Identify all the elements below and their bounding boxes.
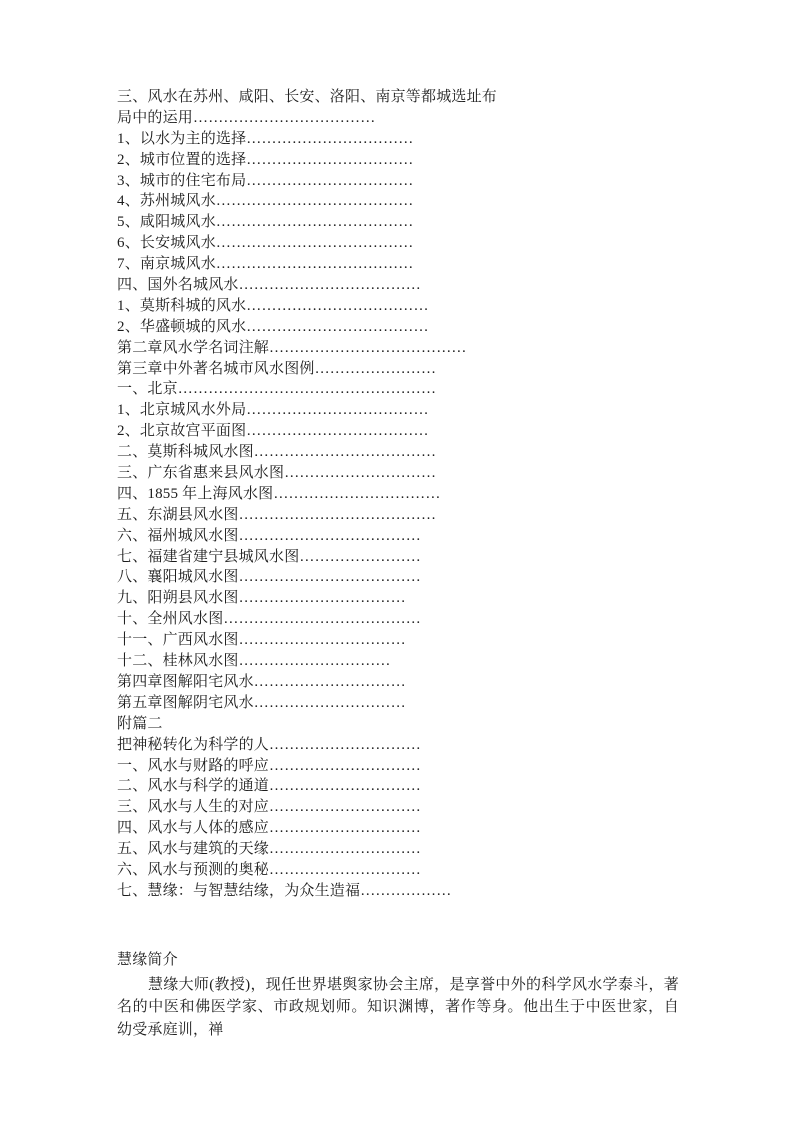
toc-line: 第四章图解阳宅风水………………………… [117,673,406,690]
toc-line: 2、城市位置的选择…………………………… [117,151,414,168]
toc-line: 局中的运用……………………………… [117,109,376,126]
toc-line: 1、北京城风水外局……………………………… [117,402,429,419]
toc-line: 十二、桂林风水图………………………… [117,653,391,670]
toc-line: 七、福建省建宁县城风水图…………………… [117,548,422,565]
toc-line: 四、国外名城风水……………………………… [117,277,422,294]
toc-line: 2、华盛顿城的风水……………………………… [117,318,429,335]
toc-line: 4、苏州城风水………………………………… [117,193,414,210]
toc-line: 一、风水与财路的呼应………………………… [117,757,422,774]
toc-line: 5、咸阳城风水………………………………… [117,214,414,231]
toc-line: 附篇二 [117,715,163,732]
toc-line: 六、福州城风水图……………………………… [117,527,422,544]
toc-line: 六、风水与预测的奥秘………………………… [117,861,422,878]
toc-line: 五、东湖县风水图………………………………… [117,506,437,523]
toc-line: 二、莫斯科城风水图……………………………… [117,444,437,461]
toc-line: 把神秘转化为科学的人………………………… [117,736,422,753]
toc-line: 一、北京…………………………………………… [117,381,437,398]
bio-paragraph: 慧缘大师(教授)，现任世界堪舆家协会主席，是享誉中外的科学风水学泰斗，著名的中医和佛医学家、市政规划师。知识渊博，著作等身。他出生于中医世家，自幼受承庭训，禅 [117,976,679,1038]
toc-line: 三、风水在苏州、咸阳、长安、洛阳、南京等都城选址布 [117,89,498,105]
toc-line: 1、以水为主的选择…………………………… [117,130,414,147]
toc-line: 第五章图解阴宅风水………………………… [117,694,406,711]
toc-line: 7、南京城风水………………………………… [117,256,414,273]
toc-line: 五、风水与建筑的天缘………………………… [117,841,422,858]
table-of-contents [117,87,679,902]
toc-line: 四、风水与人体的感应………………………… [117,820,422,837]
document-page [117,87,679,1041]
toc-line: 四、1855 年上海风水图…………………………… [117,485,441,502]
bio-heading: 慧缘简介 [117,951,178,968]
toc-line: 三、风水与人生的对应………………………… [117,799,422,816]
toc-line: 3、城市的住宅布局…………………………… [117,172,414,189]
toc-line: 二、风水与科学的通道………………………… [117,778,422,795]
toc-line: 九、阳朔县风水图…………………………… [117,590,406,607]
toc-line: 1、莫斯科城的风水……………………………… [117,297,429,314]
toc-line: 十、全州风水图………………………………… [117,611,422,628]
toc-line: 第二章风水学名词注解………………………………… [117,339,467,356]
toc-line: 七、慧缘：与智慧结缘，为众生造福……………… [117,882,452,899]
toc-line: 八、襄阳城风水图……………………………… [117,569,422,586]
toc-line: 2、北京故宫平面图……………………………… [117,423,429,440]
toc-line: 三、广东省惠来县风水图………………………… [117,465,437,482]
toc-line: 6、长安城风水………………………………… [117,235,414,252]
toc-line: 十一、广西风水图…………………………… [117,632,406,649]
toc-line: 第三章中外著名城市风水图例…………………… [117,360,437,377]
bio-section [117,949,679,1042]
